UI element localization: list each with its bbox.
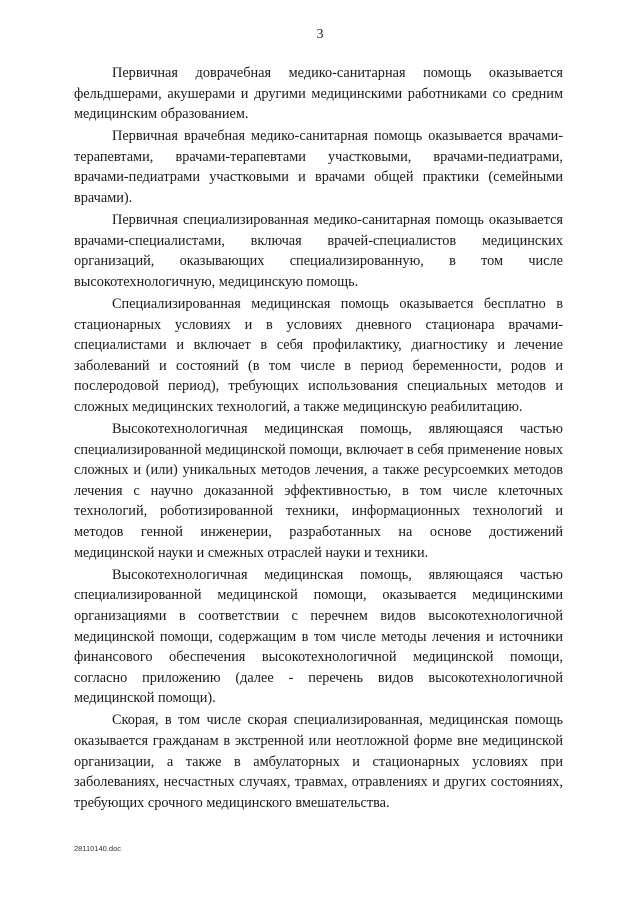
paragraph-emergency-care: Скорая, в том числе скорая специализированная, медицинская помощь оказывается гражданам в экстренной или неотложной форме вне медицинской организации, а также в амбулаторных и стационарных условиях при заболеваниях, несчастных случаях, травмах, отравлениях и других состояниях, требующих срочного медицинского вмешательства. bbox=[74, 712, 563, 811]
footer-filename: 28110140.doc bbox=[74, 844, 121, 853]
paragraph-primary-pre-medical-care: Первичная доврачебная медико-санитарная помощь оказывается фельдшерами, акушерами и другими медицинскими работниками со средним медицинским образованием. bbox=[74, 65, 563, 123]
paragraph-high-tech-care-definition: Высокотехнологичная медицинская помощь, являющаяся частью специализированной медицинской помощи, включает в себя применение новых сложных и (или) уникальных методов лечения, а также ресурсоемких методов лечения с научно доказанной эффективностью, в том числе клеточных технологий, роботизированной техники, информационных технологий и методов генной инженерии, разработанных на основе достижений медицинской науки и смежных отраслей науки и техники. bbox=[74, 421, 563, 561]
paragraph-primary-specialized-care: Первичная специализированная медико-санитарная помощь оказывается врачами-специалистами, включая врачей-специалистов медицинских организаций, оказывающих специализированную, в том числе высокотехнологичную, медицинскую помощь. bbox=[74, 212, 563, 290]
paragraph-specialized-care: Специализированная медицинская помощь оказывается бесплатно в стационарных условиях и в условиях дневного стационара врачами-специалистами и включает в себя профилактику, диагностику и лечение заболеваний и состояний (в том числе в период беременности, родов и послеродовой период), требующих использования специальных методов и сложных медицинских технологий, а также медицинскую реабилитацию. bbox=[74, 296, 563, 415]
paragraph-high-tech-care-provision: Высокотехнологичная медицинская помощь, являющаяся частью специализированной медицинской помощи, оказывается медицинскими организациями в соответствии с перечнем видов высокотехнологичной медицинской помощи, содержащим в том числе методы лечения и источники финансового обеспечения высокотехнологичной медицинской помощи, согласно приложению (далее - перечень видов высокотехнологичной медицинской помощи). bbox=[74, 566, 563, 707]
document-body bbox=[74, 63, 563, 815]
page-number: 3 bbox=[316, 27, 324, 42]
paragraph-primary-medical-care: Первичная врачебная медико-санитарная помощь оказывается врачами-терапевтами, врачами-терапевтами участковыми, врачами-педиатрами, врачами-педиатрами участковыми и врачами общей практики (семейными врачами). bbox=[74, 128, 563, 207]
